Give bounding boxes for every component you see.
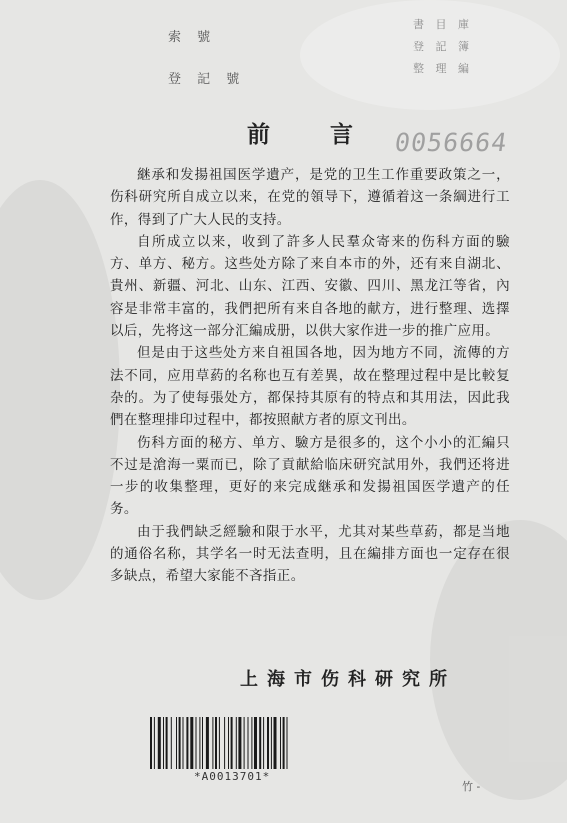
paragraph: 伤科方面的秘方、单方、驗方是很多的，这个小小的汇編只不过是滄海一粟而已，除了貢献給临床研究試用外，我們还将进一步的收集整理，更好的来完成継承和发揚祖国医学遺产的任务。 (110, 434, 510, 518)
barcode-bar (236, 717, 237, 769)
catalog-stamp (168, 26, 245, 110)
corner-mark: 竹 - (462, 780, 481, 793)
barcode-bar (254, 717, 257, 769)
library-stamp (413, 14, 473, 80)
barcode-bar (274, 717, 277, 769)
barcode-bar (267, 717, 269, 769)
stamp-index-label: 索 號 (168, 30, 217, 45)
barcode-bar (280, 717, 281, 769)
barcode-bar (163, 717, 164, 769)
barcode-bar (202, 717, 203, 769)
barcode-bar (190, 717, 193, 769)
barcode-bar (158, 717, 161, 769)
serial-number: 0056664 (392, 128, 510, 157)
barcode-bar (199, 717, 200, 769)
barcode-bar (215, 717, 217, 769)
paragraph: 自所成立以来，收到了許多人民羣众寄来的伤科方面的驗方、单方、秘方。这些处方除了来自本市的外，还有来自湖北、貴州、新疆、河北、山东、江西、安徽、四川、黑龙江等省，內容是非常丰富的，我們把所有来自各地的献方，进行整理、选擇以后，先将这一部分汇編成册，以供大家作进一步的推广应用。 (110, 233, 510, 340)
barcode-bar (283, 717, 285, 769)
page-stain (0, 180, 120, 600)
page-title: 前 言 (247, 122, 380, 148)
barcode-bar (238, 717, 241, 769)
barcode-bar (228, 717, 229, 769)
barcode-bar (219, 717, 220, 769)
stamp-register-label: 登 記 號 (168, 72, 246, 87)
stamp-line: 整 理 編 (413, 62, 473, 75)
barcode-bar (150, 717, 152, 769)
paragraph: 但是由于这些处方来自祖国各地，因为地方不同，流傳的方法不同，应用草葯的名称也互有差異，故在整理过程中是比較复杂的。为了使每張处方，都保持其原有的特点和其用法，因此我們在整理排印过程中，都按照献方者的原文刊出。 (110, 345, 510, 429)
barcode-bar (251, 717, 252, 769)
barcode-bar (196, 717, 197, 769)
stamp-line: 書 目 庫 (413, 18, 473, 31)
barcode-bar (224, 717, 225, 769)
barcode-bar (212, 717, 213, 769)
paragraph: 由于我們缺乏經驗和限于水平，尤其对某些草葯，都是当地的通俗名称，其学名一时无法查明，且在編排方面也一定存在很多缺点，希望大家能不吝指正。 (110, 523, 510, 585)
barcode-bar (166, 717, 168, 769)
stamp-line: 登 記 簿 (413, 40, 473, 53)
barcode (150, 717, 334, 769)
barcode-bar (179, 717, 181, 769)
barcode-bar (248, 717, 249, 769)
barcode-bar (244, 717, 245, 769)
paragraph: 継承和发揚祖国医学遺产，是党的卫生工作重要政策之一，伤科研究所自成立以来，在党的領导下，遵循着这一条綱进行工作，得到了广大人民的支持。 (110, 167, 510, 228)
barcode-bar (176, 717, 177, 769)
barcode-bar (171, 717, 172, 769)
barcode-bar (183, 717, 184, 769)
barcode-bar (287, 717, 288, 769)
barcode-bar (206, 717, 209, 769)
preface-body (110, 164, 510, 588)
institute-signature: 上海市伤科研究所 (240, 669, 456, 690)
barcode-bar (271, 717, 272, 769)
barcode-bar (231, 717, 233, 769)
barcode-bar (186, 717, 188, 769)
barcode-bar (259, 717, 261, 769)
barcode-number: *A0013701* (194, 770, 271, 783)
barcode-bar (154, 717, 155, 769)
barcode-bar (263, 717, 264, 769)
